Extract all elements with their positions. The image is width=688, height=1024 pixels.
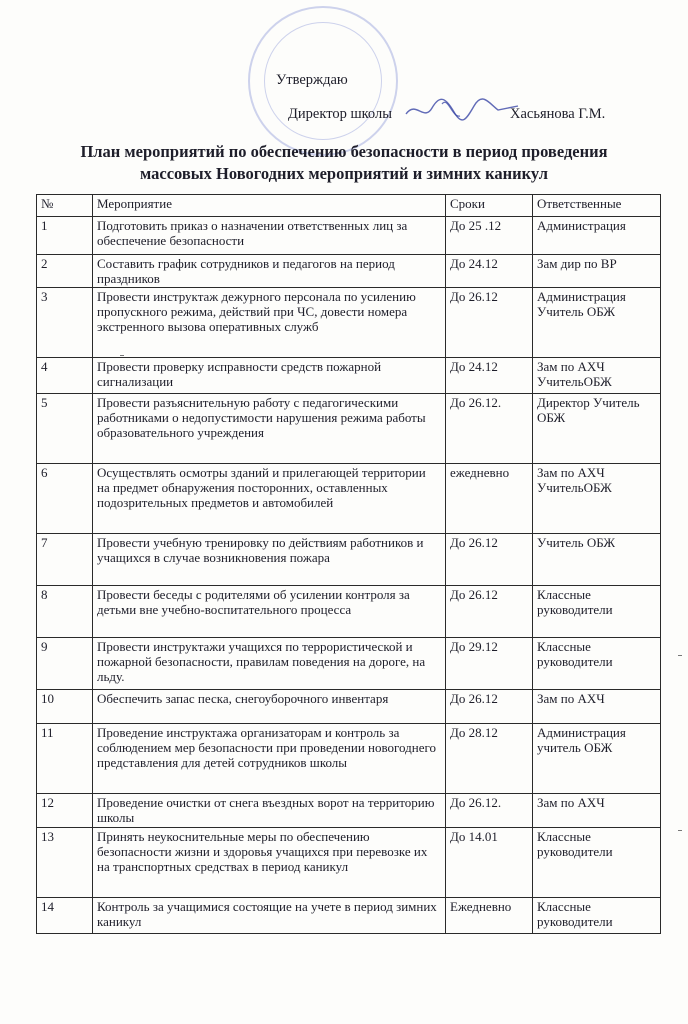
row-term-cell: До 26.12.	[446, 794, 533, 828]
row-event-cell: Провести инструктажи учащихся по террористической и пожарной безопасности, правилам поведения на дороге, на льду.	[93, 638, 446, 690]
row-num-cell: 9	[37, 638, 93, 690]
row-num-cell: 1	[37, 217, 93, 255]
row-responsible-cell: Классные руководители	[533, 828, 661, 898]
director-label: Директор школы	[288, 106, 392, 122]
row-event-cell: Проведение очистки от снега въездных ворот на территорию школы	[93, 794, 446, 828]
row-responsible-cell: Зам дир по ВР	[533, 255, 661, 288]
row-event-cell: Провести инструктаж дежурного персонала по усилению пропускного режима, действий при ЧС, довести номера экстренного вызова оперативных служб	[93, 288, 446, 358]
row-num-cell: 13	[37, 828, 93, 898]
row-term-cell: До 14.01	[446, 828, 533, 898]
table-row	[37, 586, 661, 638]
row-event-cell: Составить график сотрудников и педагогов на период праздников	[93, 255, 446, 288]
measures-table	[36, 194, 661, 934]
scan-speck	[678, 655, 682, 656]
table-row	[37, 794, 661, 828]
row-event-cell: Провести проверку исправности средств пожарной сигнализации	[93, 358, 446, 394]
row-responsible-cell: Классные руководители	[533, 638, 661, 690]
row-term-cell: До 24.12	[446, 255, 533, 288]
table-row	[37, 638, 661, 690]
table-row	[37, 898, 661, 934]
table-header-row	[37, 195, 661, 217]
scan-speck	[678, 830, 682, 831]
table-row	[37, 255, 661, 288]
director-name: Хасьянова Г.М.	[510, 106, 606, 122]
row-event-cell: Обеспечить запас песка, снегоуборочного инвентаря	[93, 690, 446, 724]
row-event-cell: Контроль за учащимися состоящие на учете в период зимних каникул	[93, 898, 446, 934]
row-responsible-cell: Администрация учитель ОБЖ	[533, 724, 661, 794]
row-event-cell: Проведение инструктажа организаторам и контроль за соблюдением мер безопасности при проведении новогоднего представления для детей сотрудников школы	[93, 724, 446, 794]
row-term-cell: До 26.12	[446, 534, 533, 586]
row-event-cell: Провести учебную тренировку по действиям работников и учащихся в случае возникновения пожара	[93, 534, 446, 586]
table-row	[37, 724, 661, 794]
row-responsible-cell: Классные руководители	[533, 586, 661, 638]
row-responsible-cell: Зам по АХЧ	[533, 794, 661, 828]
approve-label: Утверждаю	[276, 72, 348, 88]
row-term-cell: До 26.12	[446, 288, 533, 358]
row-num-cell: 11	[37, 724, 93, 794]
table-row	[37, 690, 661, 724]
row-event-cell: Осуществлять осмотры зданий и прилегающей территории на предмет обнаружения посторонних, оставленных подозрительных предметов и автомобилей	[93, 464, 446, 534]
table-row	[37, 464, 661, 534]
row-num-cell: 14	[37, 898, 93, 934]
row-responsible-cell: Учитель ОБЖ	[533, 534, 661, 586]
row-responsible-cell: Зам по АХЧ	[533, 690, 661, 724]
row-num-cell: 5	[37, 394, 93, 464]
col-header-num: №	[37, 195, 93, 217]
row-num-cell: 3	[37, 288, 93, 358]
row-term-cell: До 26.12	[446, 586, 533, 638]
col-header-event: Мероприятие	[93, 195, 446, 217]
row-num-cell: 2	[37, 255, 93, 288]
row-responsible-cell: Зам по АХЧ УчительОБЖ	[533, 464, 661, 534]
scan-speck	[120, 355, 124, 356]
row-term-cell: Ежедневно	[446, 898, 533, 934]
row-event-cell: Провести беседы с родителями об усилении контроля за детьми вне учебно-воспитательного процесса	[93, 586, 446, 638]
row-term-cell: До 28.12	[446, 724, 533, 794]
row-term-cell: До 26.12	[446, 690, 533, 724]
row-event-cell: Провести разъяснительную работу с педагогическими работниками о недопустимости нарушения режима работы образовательного учреждения	[93, 394, 446, 464]
table-row	[37, 394, 661, 464]
table-row	[37, 828, 661, 898]
row-term-cell: До 29.12	[446, 638, 533, 690]
row-num-cell: 12	[37, 794, 93, 828]
row-term-cell: До 25 .12	[446, 217, 533, 255]
row-term-cell: ежедневно	[446, 464, 533, 534]
table-row	[37, 288, 661, 358]
table-row	[37, 358, 661, 394]
table-row	[37, 534, 661, 586]
row-responsible-cell: Зам по АХЧ УчительОБЖ	[533, 358, 661, 394]
row-num-cell: 7	[37, 534, 93, 586]
row-responsible-cell: Директор Учитель ОБЖ	[533, 394, 661, 464]
row-responsible-cell: Администрация Учитель ОБЖ	[533, 288, 661, 358]
title-line-2: массовых Новогодних мероприятий и зимних каникул	[140, 164, 548, 183]
row-term-cell: До 26.12.	[446, 394, 533, 464]
director-signature	[402, 92, 522, 128]
row-event-cell: Подготовить приказ о назначении ответственных лиц за обеспечение безопасности	[93, 217, 446, 255]
col-header-term: Сроки	[446, 195, 533, 217]
row-responsible-cell: Классные руководители	[533, 898, 661, 934]
table-row	[37, 217, 661, 255]
page-title	[0, 141, 688, 185]
col-header-responsible: Ответственные	[533, 195, 661, 217]
row-term-cell: До 24.12	[446, 358, 533, 394]
row-num-cell: 6	[37, 464, 93, 534]
row-num-cell: 8	[37, 586, 93, 638]
title-line-1: План мероприятий по обеспечению безопасности в период проведения	[80, 142, 608, 161]
row-event-cell: Принять неукоснительные меры по обеспечению безопасности жизни и здоровья учащихся при перевозке их на транспортных средствах в период каникул	[93, 828, 446, 898]
row-responsible-cell: Администрация	[533, 217, 661, 255]
row-num-cell: 10	[37, 690, 93, 724]
row-num-cell: 4	[37, 358, 93, 394]
